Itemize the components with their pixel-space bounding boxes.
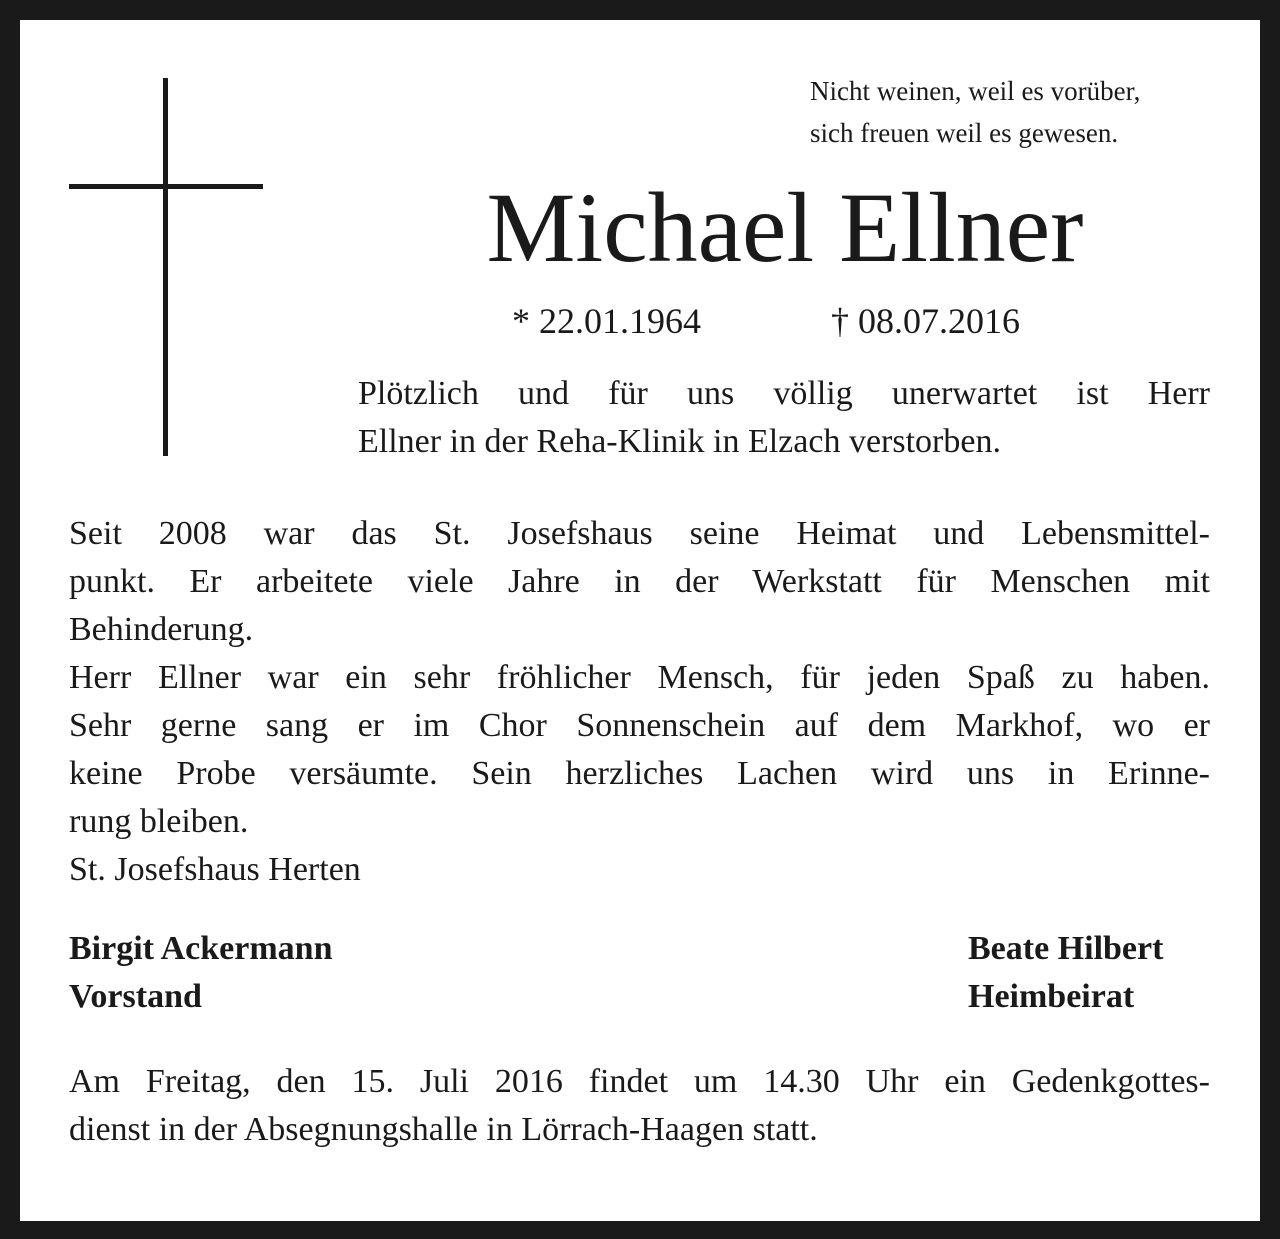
signature-right [968, 925, 1163, 1021]
tribute-line-3: Behinderung. [69, 611, 254, 648]
tribute-line-5: Sehr gerne sang er im Chor Sonnenschein auf dem Markhof, wo er [69, 707, 1210, 744]
intro-line-1: Plötzlich und für uns völlig unerwartet ist Herr [358, 375, 1210, 412]
birth-date: * 22.01.1964 [512, 301, 701, 341]
signature-left-name: Birgit Ackermann [69, 930, 333, 967]
intro-paragraph [358, 370, 1210, 466]
tribute-line-7: rung bleiben. [69, 803, 249, 840]
deceased-name: Michael Ellner [486, 172, 1084, 283]
service-line-1: Am Freitag, den 15. Juli 2016 findet um 14.30 Uhr ein Gedenkgottes- [69, 1063, 1210, 1100]
signature-left [69, 925, 332, 1021]
death-date: † 08.07.2016 [831, 301, 1020, 341]
tribute-line-8: St. Josefshaus Herten [69, 851, 361, 888]
signature-left-role: Vorstand [69, 978, 202, 1015]
tribute-line-4: Herr Ellner war ein sehr fröhlicher Mensch, für jeden Spaß zu haben. [69, 659, 1210, 696]
tribute-line-2: punkt. Er arbeitete viele Jahre in der Werkstatt für Menschen mit [69, 563, 1210, 600]
motto-line-2: sich freuen weil es gewesen. [810, 118, 1119, 148]
service-line-2: dienst in der Absegnungshalle in Lörrach-Haagen statt. [69, 1111, 818, 1148]
motto-line-1: Nicht weinen, weil es vorüber, [810, 76, 1141, 106]
cross-vertical-bar [163, 78, 168, 456]
tribute-paragraph [69, 510, 1210, 894]
tribute-line-1: Seit 2008 war das St. Josefshaus seine Heimat und Lebensmittel- [69, 515, 1210, 552]
service-announcement [69, 1058, 1210, 1154]
signature-right-role: Heimbeirat [968, 978, 1135, 1015]
intro-line-2: Ellner in der Reha-Klinik in Elzach verstorben. [358, 423, 1001, 460]
tribute-line-6: keine Probe versäumte. Sein herzliches Lachen wird uns in Erinne- [69, 755, 1210, 792]
motto-quote [810, 70, 1230, 154]
signature-right-name: Beate Hilbert [968, 930, 1164, 967]
cross-horizontal-bar [69, 184, 263, 189]
